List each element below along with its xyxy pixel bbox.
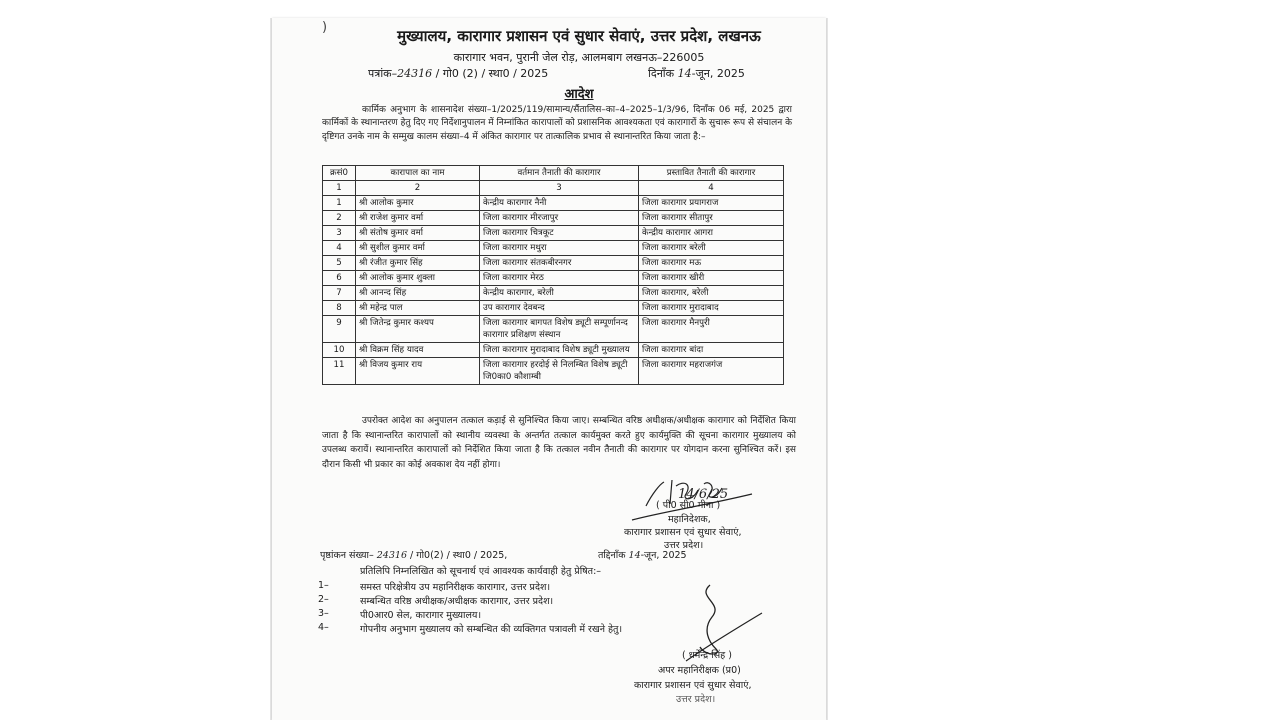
proposed-posting-cell: जिला कारागार बांदा [639,343,784,358]
copy-number: 2– [318,594,329,605]
office-title: मुख्यालय, कारागार प्रशासन एवं सुधार सेवाएं, उत्तर प्रदेश, लखनऊ [397,27,761,45]
name-cell: श्री राजेश कुमार वर्मा [356,211,480,226]
table-row [323,316,784,343]
copy-recipient: सम्बन्धित वरिष्ठ अधीक्षक/अधीक्षक कारागार, उत्तर प्रदेश। [360,596,554,607]
ref-suffix: / गो0 (2) / स्था0 / 2025 [432,67,549,80]
letter-reference [368,66,548,81]
table-row [323,301,784,316]
serial-cell: 11 [323,358,356,385]
copy-recipient: पी0आर0 सेल, कारागार मुख्यालय। [360,610,482,621]
serial-cell: 2 [323,211,356,226]
additional-ig-name: ( धर्मेन्द्र सिंह ) [682,650,732,661]
page-edge-right [826,18,828,720]
signature-date: 14/6/25 [678,487,729,502]
copy-intro: प्रतिलिपि निम्नलिखित को सूचनार्थ एवं आवश्यक कार्यवाही हेतु प्रेषित:– [360,566,602,577]
director-state: उत्तर प्रदेश। [664,540,704,551]
table-row [323,358,784,385]
order-title: आदेश [564,87,594,102]
current-posting-cell: जिला कारागार मेरठ [480,271,639,286]
date-prefix: दिनाँक [648,67,678,80]
ref-prefix: पत्रांक– [368,67,398,80]
name-cell: श्री आनन्द सिंह [356,286,480,301]
serial-cell: 10 [323,343,356,358]
endorsement-day-handwritten: 14 [628,550,641,561]
additional-ig-state: उत्तर प्रदेश। [676,694,716,705]
current-posting-cell: केन्द्रीय कारागार नैनी [480,196,639,211]
serial-cell: 1 [323,196,356,211]
endorsement-date-suffix: -जून, 2025 [640,550,687,561]
name-cell: श्री आलोक कुमार [356,196,480,211]
date-day-handwritten: 14 [677,67,692,80]
name-cell: श्री विजय कुमार राय [356,358,480,385]
serial-cell: 7 [323,286,356,301]
table-row [323,343,784,358]
copy-number: 4– [318,622,329,633]
director-name: ( पी0 सी0 मीना ) [656,500,721,511]
current-posting-cell: जिला कारागार संतकबीरनगर [480,256,639,271]
name-cell: श्री विक्रम सिंह यादव [356,343,480,358]
serial-cell: 6 [323,271,356,286]
table-row [323,271,784,286]
proposed-posting-cell: जिला कारागार, बरेली [639,286,784,301]
punch-mark: ) [322,20,328,35]
copy-recipient: समस्त परिक्षेत्रीय उप महानिरीक्षक कारागार, उत्तर प्रदेश। [360,582,551,593]
endorsement-number [320,548,507,561]
additional-ig-org: कारागार प्रशासन एवं सुधार सेवाएं, [634,680,752,691]
proposed-posting-cell: केन्द्रीय कारागार आगरा [639,226,784,241]
column-number-row [323,181,784,196]
table-row [323,241,784,256]
name-cell: श्री महेन्द्र पाल [356,301,480,316]
endorsement-prefix: पृष्ठांकन संख्या– [320,550,377,561]
endorsement-suffix: / गो0(2) / स्था0 / 2025, [407,550,508,561]
name-cell: श्री रंजीत कुमार सिंह [356,256,480,271]
copy-recipient: गोपनीय अनुभाग मुख्यालय को सम्बन्धित की व्यक्तिगत पत्रावली में रखने हेतु। [360,624,623,635]
header-serial: क्रसं0 [323,166,356,181]
director-designation: महानिदेशक, [668,514,711,525]
current-posting-cell: केन्द्रीय कारागार, बरेली [480,286,639,301]
endorsement-date [598,548,687,561]
current-posting-cell: जिला कारागार मुरादाबाद विशेष ड्यूटी मुख्यालय [480,343,639,358]
copy-number: 3– [318,608,329,619]
proposed-posting-cell: जिला कारागार मुरादाबाद [639,301,784,316]
proposed-posting-cell: जिला कारागार महराजगंज [639,358,784,385]
header-name: कारापाल का नाम [356,166,480,181]
col-number: 3 [480,181,639,196]
name-cell: श्री संतोष कुमार वर्मा [356,226,480,241]
table-row [323,211,784,226]
ref-number-handwritten: 24316 [397,67,433,80]
serial-cell: 8 [323,301,356,316]
name-cell: श्री आलोक कुमार शुक्ला [356,271,480,286]
director-org: कारागार प्रशासन एवं सुधार सेवाएं, [624,527,742,538]
table-row [323,286,784,301]
date-suffix: -जून, 2025 [691,67,745,80]
endorsement-number-handwritten: 24316 [376,550,407,561]
document-page [272,18,826,720]
serial-cell: 4 [323,241,356,256]
current-posting-cell: जिला कारागार बागपत विशेष ड्यूटी सम्पूर्णानन्द कारागार प्रशिक्षण संस्थान [480,316,639,343]
table-body [323,196,784,385]
endorsement-date-prefix: तद्दिनाँक [598,550,629,561]
office-address: कारागार भवन, पुरानी जेल रोड़, आलमबाग लखनऊ–226005 [453,51,705,64]
proposed-posting-cell: जिला कारागार खीरी [639,271,784,286]
proposed-posting-cell: जिला कारागार मऊ [639,256,784,271]
current-posting-cell: जिला कारागार चित्रकूट [480,226,639,241]
proposed-posting-cell: जिला कारागार प्रयागराज [639,196,784,211]
additional-ig-designation: अपर महानिरीक्षक (प्र0) [658,665,741,676]
table-row [323,226,784,241]
intro-paragraph: कार्मिक अनुभाग के शासनादेश संख्या–1/2025/119/सामान्य/सैंतालिस–का–4–2025–1/3/96, दिनाँक 06 मई, 2025 द्वारा कार्मिकों के स्थानान्तरण हेतु दिए गए निर्देशानुपालन में निम्नांकित कारापालों को प्रशासनिक आवश्यकता एवं कारागारों के सुचारू रूप से संचालन के दृष्टिगत उनके नाम के सम्मुख कालम संख्या–4 में अंकित कारागार पर तात्कालिक प्रभाव से स्थानान्तरित किया जाता है:– [322,105,792,142]
proposed-posting-cell: जिला कारागार बरेली [639,241,784,256]
serial-cell: 9 [323,316,356,343]
col-number: 1 [323,181,356,196]
current-posting-cell: जिला कारागार मथुरा [480,241,639,256]
copy-number: 1– [318,580,329,591]
compliance-paragraph: उपरोक्त आदेश का अनुपालन तत्काल कड़ाई से सुनिश्चित किया जाए। सम्बन्धित वरिष्ठ अधीक्षक/अधीक्षक कारागार को निर्देशित किया जाता है कि स्थानान्तरित कारापालों को स्थानीय व्यवस्था के अन्तर्गत तत्काल कार्यमुक्त करते हुए कार्यमुक्ति की सूचना कारागार मुख्यालय को उपलब्ध करायें। स्थानान्तरित कारापालों को निर्देशित किया जाता है कि तत्काल नवीन तैनाती की कारागार पर योगदान करना सुनिश्चित करें। इस दौरान किसी भी प्रकार का कोई अवकाश देय नहीं होगा। [322,416,796,470]
proposed-posting-cell: जिला कारागार मैनपुरी [639,316,784,343]
table-header-row [323,166,784,181]
table-row [323,256,784,271]
current-posting-cell: उप कारागार देवबन्द [480,301,639,316]
transfer-table [322,165,784,385]
name-cell: श्री सुशील कुमार वर्मा [356,241,480,256]
serial-cell: 3 [323,226,356,241]
header-current-posting: वर्तमान तैनाती की कारागार [480,166,639,181]
table-row [323,196,784,211]
letter-date [648,66,745,81]
current-posting-cell: जिला कारागार मीरजापुर [480,211,639,226]
col-number: 4 [639,181,784,196]
name-cell: श्री जितेन्द्र कुमार कश्यप [356,316,480,343]
serial-cell: 5 [323,256,356,271]
current-posting-cell: जिला कारागार हरदोई से निलम्बित विशेष ड्यूटी जि0का0 कौशाम्बी [480,358,639,385]
proposed-posting-cell: जिला कारागार सीतापुर [639,211,784,226]
header-proposed-posting: प्रस्तावित तैनाती की कारागार [639,166,784,181]
col-number: 2 [356,181,480,196]
